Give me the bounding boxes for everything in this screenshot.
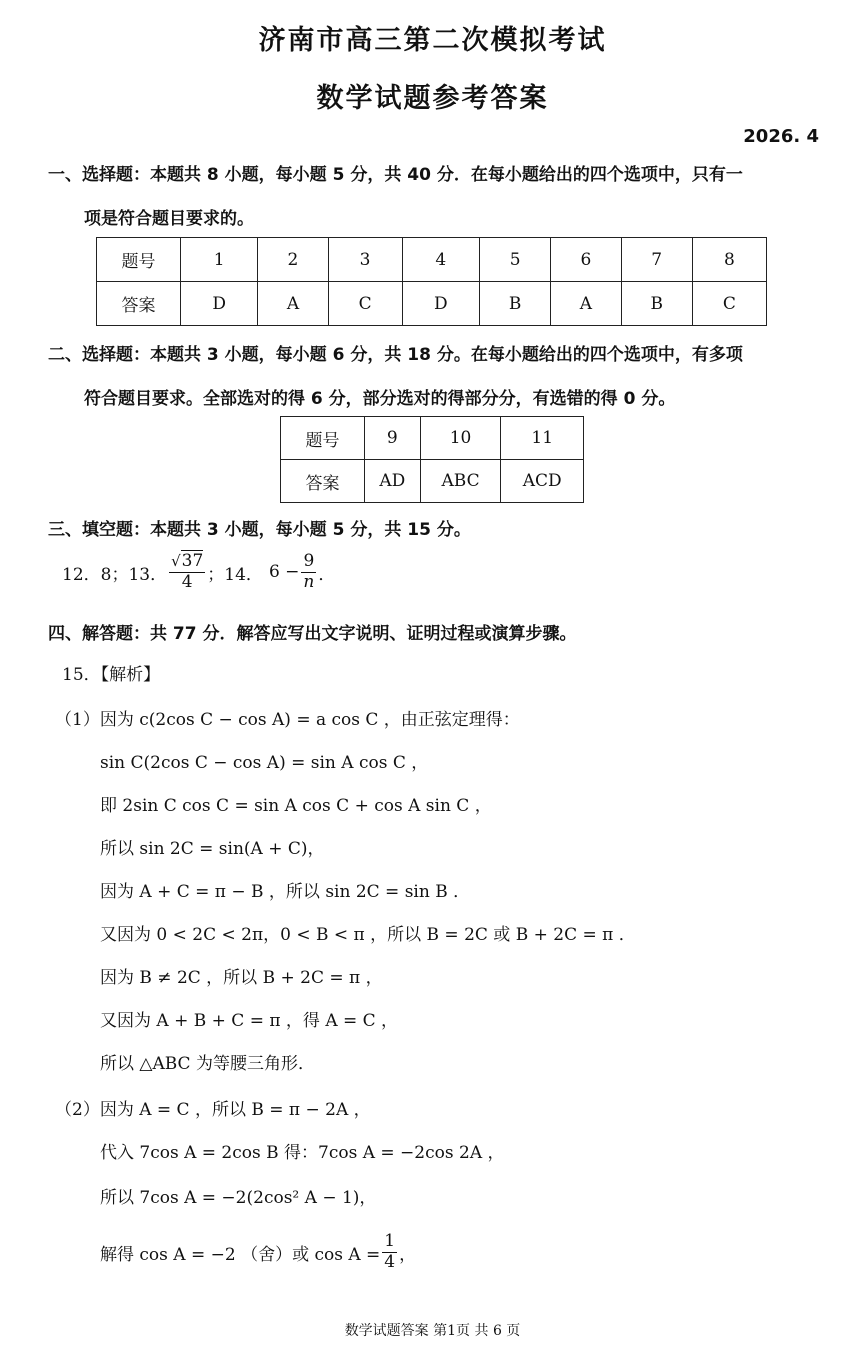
table-cell: 11: [501, 417, 584, 460]
table-cell: A: [551, 282, 621, 326]
document-subtitle: 数学试题参考答案: [316, 83, 549, 114]
document-date: 2026. 4: [743, 126, 819, 147]
section1-answer-row: [97, 282, 767, 326]
solution-line: 又因为 0 < 2C < 2π，0 < B < π ，所以 B = 2C 或 B + 2C = π ．: [100, 925, 636, 945]
solution-line: 代入 7cos A = 2cos B 得：7cos A = −2cos 2A ，: [100, 1143, 505, 1163]
solution-line: （2）因为 A = C ，所以 B = π − 2A ，: [55, 1100, 371, 1120]
solution-line: 所以 sin 2C = sin(A + C)，: [100, 839, 325, 859]
answer-end-mark: ．: [318, 564, 336, 585]
table-cell: 4: [402, 238, 479, 282]
table-label-question: 题号: [281, 417, 365, 460]
fraction-cos-a: [382, 1232, 397, 1272]
table-cell: ABC: [420, 460, 501, 503]
section1-heading-line1: 一、选择题：本题共 8 小题，每小题 5 分，共 40 分．在每小题给出的四个选项中，只有一: [48, 165, 743, 185]
fraction-answer-14: [301, 552, 316, 592]
solution-line: 因为 A + C = π − B ，所以 sin 2C = sin B ．: [100, 882, 471, 902]
section1-number-row: [97, 238, 767, 282]
fraction-denominator: 4: [384, 1251, 396, 1272]
question-15-label: 15．【解析】: [62, 665, 161, 685]
page-footer: 数学试题答案 第1页 共 6 页: [344, 1323, 521, 1339]
section2-answer-table: [280, 416, 584, 503]
table-cell: A: [258, 282, 328, 326]
sqrt-radicand: 37: [181, 551, 204, 571]
fraction-answer-13: $\frac{√37}{4}$: [171, 551, 204, 592]
table-cell: C: [328, 282, 402, 326]
solution-line: 因为 B ≠ 2C ，所以 B + 2C = π ，: [100, 968, 383, 988]
solution-line: （1）因为 c(2cos C − cos A) = a cos C ，由正弦定理得：: [55, 710, 520, 730]
fraction-denominator: 4: [181, 571, 193, 592]
table-cell: D: [181, 282, 258, 326]
fraction-numerator: 1: [384, 1231, 396, 1251]
solution-final-line: [100, 1232, 416, 1272]
section3-heading: 三、填空题：本题共 3 小题，每小题 5 分，共 15 分。: [48, 520, 471, 540]
section3-answers: [62, 552, 335, 592]
table-cell: 1: [181, 238, 258, 282]
table-cell: 9: [365, 417, 421, 460]
document-title: 济南市高三第二次模拟考试: [258, 25, 607, 56]
section1-heading-line2: 项是符合题目要求的。: [84, 209, 254, 229]
section2-number-row: [281, 417, 584, 460]
table-cell: ACD: [501, 460, 584, 503]
section2-heading-line2: 符合题目要求。全部选对的得 6 分，部分选对的得部分分，有选错的得 0 分。: [84, 389, 676, 409]
table-label-answer: 答案: [281, 460, 365, 503]
fraction-numerator: 9: [303, 551, 315, 571]
table-cell: 2: [258, 238, 328, 282]
answer-12-13-prefix: 12．8；13．: [62, 564, 168, 585]
section2-answer-row: [281, 460, 584, 503]
final-line-end: ，: [399, 1244, 417, 1265]
section4-heading: 四、解答题：共 77 分．解答应写出文字说明、证明过程或演算步骤。: [48, 624, 577, 644]
table-cell: 10: [420, 417, 501, 460]
solution-line: 即 2sin C cos C = sin A cos C + cos A sin C ，: [100, 796, 492, 816]
table-cell: 7: [621, 238, 692, 282]
table-cell: B: [480, 282, 551, 326]
table-cell: C: [692, 282, 766, 326]
solution-line: 所以 △ABC 为等腰三角形．: [100, 1054, 315, 1074]
fraction-denominator: n: [303, 571, 315, 592]
section2-heading-line1: 二、选择题：本题共 3 小题，每小题 6 分，共 18 分。在每小题给出的四个选项中，有多项: [48, 345, 743, 365]
table-label-question: 题号: [97, 238, 181, 282]
table-cell: 3: [328, 238, 402, 282]
table-cell: 6: [551, 238, 621, 282]
answer-14-constant: 6 −: [268, 562, 300, 583]
solution-line: sin C(2cos C − cos A) = sin A cos C ，: [100, 753, 429, 773]
solution-line: 所以 7cos A = −2(2cos² A − 1)，: [100, 1188, 377, 1208]
table-cell: B: [621, 282, 692, 326]
table-cell: AD: [365, 460, 421, 503]
table-cell: D: [402, 282, 479, 326]
section1-answer-table: [96, 237, 767, 326]
answer-14-prefix: ；14．: [207, 564, 263, 585]
table-cell: 8: [692, 238, 766, 282]
final-line-prefix: 解得 cos A = −2 （舍）或 cos A =: [100, 1244, 381, 1265]
table-label-answer: 答案: [97, 282, 181, 326]
solution-line: 又因为 A + B + C = π ，得 A = C ，: [100, 1011, 399, 1031]
table-cell: 5: [480, 238, 551, 282]
